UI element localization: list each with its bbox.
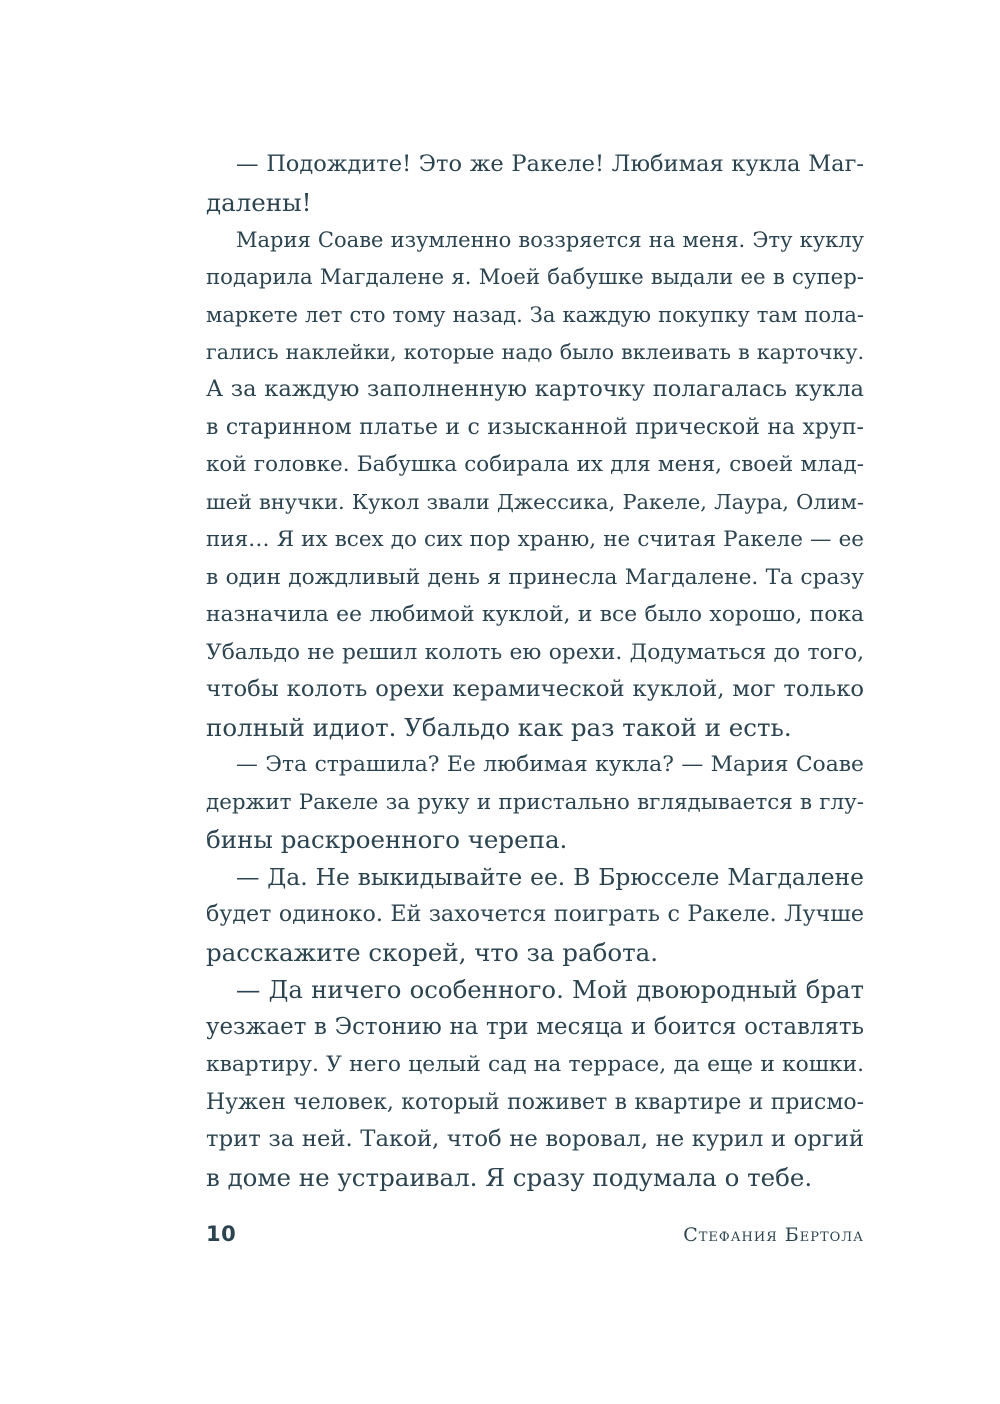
page-footer [206, 1222, 864, 1252]
text-line: расскажите скорей, что за работа. [206, 937, 659, 967]
text-line: трит за ней. Такой, чтоб не воровал, не курил и оргий [206, 1126, 864, 1152]
text-line: подарила Магдалене я. Моей бабушке выдали ее в супер- [206, 264, 864, 290]
text-line: чтобы колоть орехи керамической куклой, мог только [206, 676, 864, 702]
text-line: маркете лет сто тому назад. За каждую покупку там пола- [206, 302, 864, 327]
text-line: квартиру. У него целый сад на террасе, да еще и кошки. [206, 1052, 864, 1077]
text-line: пия… Я их всех до сих пор храню, не считая Ракеле — ее [206, 527, 864, 552]
running-author: Стефания Бертола [683, 1224, 864, 1246]
text-line: Нужен человек, который поживет в квартире и присмо- [206, 1089, 864, 1115]
text-line: Мария Соаве изумленно воззряется на меня. Эту куклу [236, 227, 864, 252]
text-line: — Эта страшила? Ее любимая кукла? — Мария Соаве [236, 752, 864, 777]
text-line: — Да ничего особенного. Мой двоюродный брат [236, 975, 864, 1004]
text-line: далены! [206, 187, 312, 217]
text-line: держит Ракеле за руку и пристально вглядывается в глу- [206, 789, 864, 815]
text-line: шей внучки. Кукол звали Джессика, Ракеле, Лаура, Олим- [206, 489, 864, 514]
text-line: в один дождливый день я принесла Магдалене. Та сразу [206, 564, 864, 590]
text-line: — Да. Не выкидывайте ее. В Брюсселе Магдалене [236, 862, 864, 891]
text-line: в доме не устраивал. Я сразу подумала о тебе. [206, 1162, 813, 1192]
text-line: гались наклейки, которые надо было вклеивать в карточку. [206, 339, 864, 364]
text-line: А за каждую заполненную карточку полагалась кукла [206, 376, 864, 402]
text-line: — Подождите! Это же Ракеле! Любимая кукла Маг- [236, 151, 864, 177]
text-line: кой головке. Бабушка собирала их для меня, своей млад- [206, 452, 864, 477]
text-line: уезжает в Эстонию на три месяца и боится оставлять [206, 1013, 864, 1040]
text-line: будет одиноко. Ей захочется поиграть с Ракеле. Лучше [206, 901, 864, 927]
text-line: полный идиот. Убальдо как раз такой и есть. [206, 712, 792, 742]
page-number: 10 [206, 1222, 237, 1246]
body-text [206, 146, 864, 1196]
text-line: назначила ее любимой куклой, и все было хорошо, пока [206, 602, 864, 627]
text-line: в старинном платье и с изысканной прической на хруп- [206, 414, 864, 440]
text-line: Убальдо не решил колоть ею орехи. Додуматься до того, [206, 639, 864, 665]
text-line: бины раскроенного черепа. [206, 825, 568, 854]
